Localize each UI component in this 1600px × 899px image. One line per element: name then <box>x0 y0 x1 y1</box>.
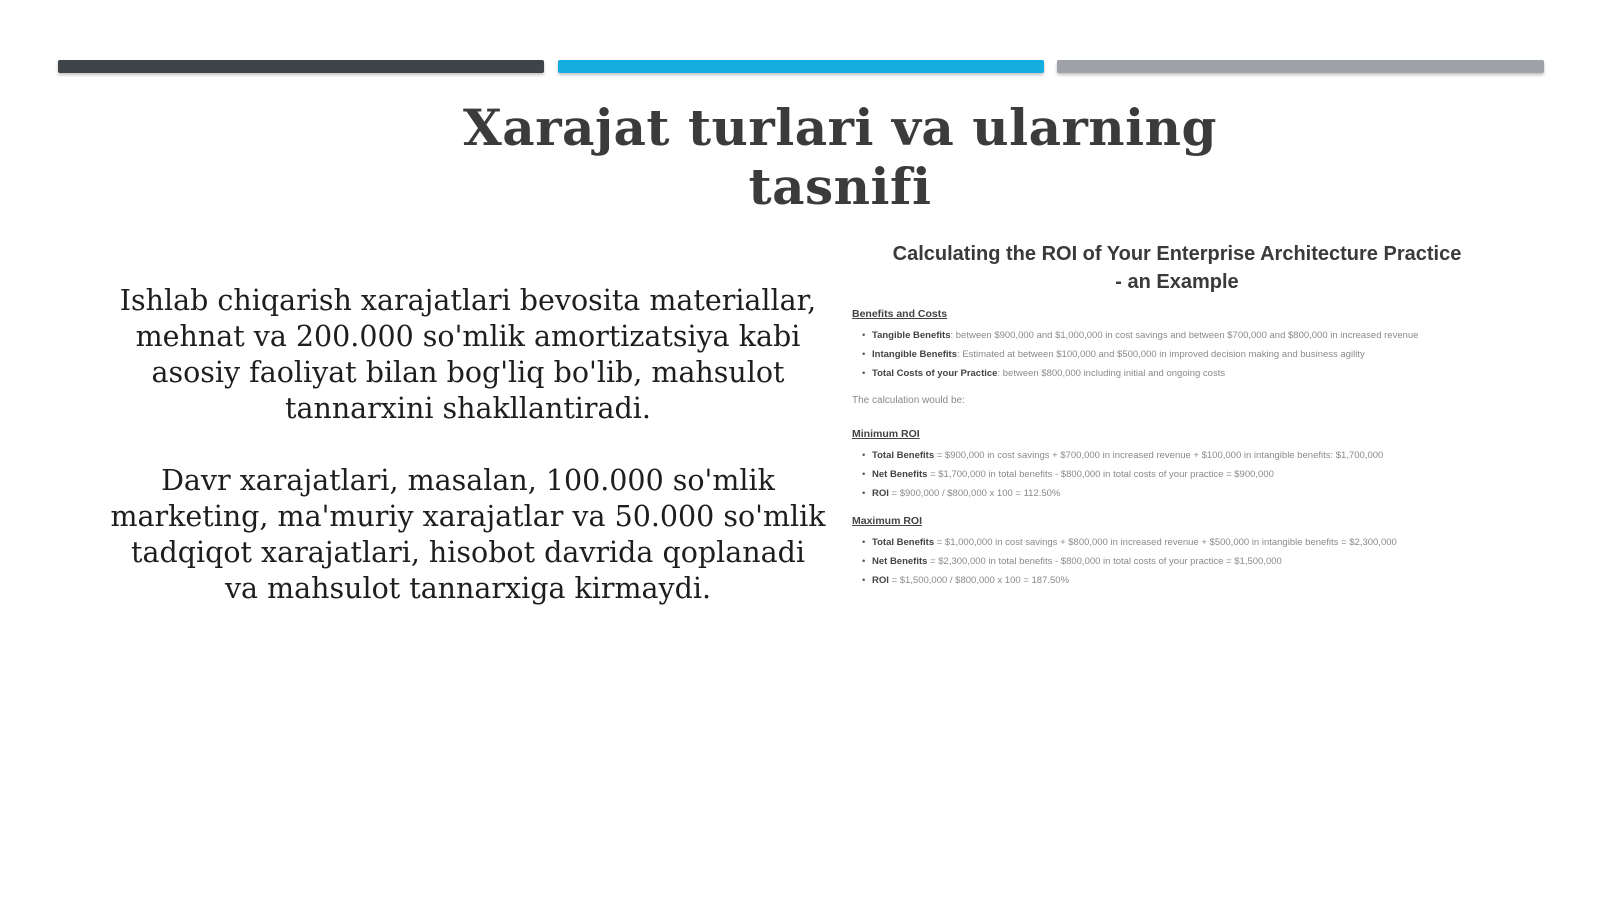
body-text <box>110 283 826 607</box>
list-item: • Net Benefits = $1,700,000 in total benefits - $800,000 in total costs of your practice = $900,000 <box>872 465 1502 484</box>
paragraph-production-costs: Ishlab chiqarish xarajatlari bevosita materiallar, mehnat va 200.000 so'mlik amortizatsiya kabi asosiy faoliyat bilan bog'liq bo'lib, mahsulot tannarxini shakllantiradi. <box>119 284 817 425</box>
roi-image-title <box>852 240 1502 296</box>
list-item: • Total Costs of your Practice: between $800,000 including initial and ongoing costs <box>872 364 1502 383</box>
header-accent-bars <box>58 60 1544 73</box>
roi-section-heading: Benefits and Costs <box>852 308 948 320</box>
roi-title-line2: - an Example <box>1115 271 1239 293</box>
roi-section-heading: Maximum ROI <box>852 515 923 527</box>
list-item: • Net Benefits = $2,300,000 in total benefits - $800,000 in total costs of your practice = $1,500,000 <box>872 552 1502 571</box>
list-item: • Tangible Benefits: between $900,000 and $1,000,000 in cost savings and between $700,000 and $800,000 in increased revenue <box>872 326 1502 345</box>
list-item: • ROI = $1,500,000 / $800,000 x 100 = 187.50% <box>872 571 1502 590</box>
roi-title-line1: Calculating the ROI of Your Enterprise Architecture Practice <box>892 243 1462 265</box>
accent-bar-blue <box>558 60 1044 73</box>
accent-bar-gray <box>1057 60 1544 73</box>
list-item: • Intangible Benefits: Estimated at between $100,000 and $500,000 in improved decision making and business agility <box>872 345 1502 364</box>
accent-bar-dark <box>58 60 544 73</box>
list-item: • Total Benefits = $1,000,000 in cost savings + $800,000 in increased revenue + $500,000 in intangible benefits = $2,300,000 <box>872 533 1502 552</box>
list-item: • Total Benefits = $900,000 in cost savings + $700,000 in increased revenue + $100,000 in intangible benefits: $1,700,000 <box>872 446 1502 465</box>
list-item: • ROI = $900,000 / $800,000 x 100 = 112.50% <box>872 484 1502 503</box>
roi-minimum-list <box>852 446 1502 503</box>
roi-example-image <box>852 240 1502 620</box>
roi-maximum-list <box>852 533 1502 590</box>
slide-title: Xarajat turlari va ularning tasnifi <box>463 98 1217 216</box>
roi-section-heading: Minimum ROI <box>852 428 920 440</box>
roi-calc-note: The calculation would be: <box>852 395 965 406</box>
roi-benefits-list <box>852 326 1502 383</box>
paragraph-period-costs: Davr xarajatlari, masalan, 100.000 so'mlik marketing, ma'muriy xarajatlar va 50.000 so'mlik tadqiqot xarajatlari, hisobot davrida qoplanadi va mahsulot tannarxiga kirmaydi. <box>110 464 826 605</box>
